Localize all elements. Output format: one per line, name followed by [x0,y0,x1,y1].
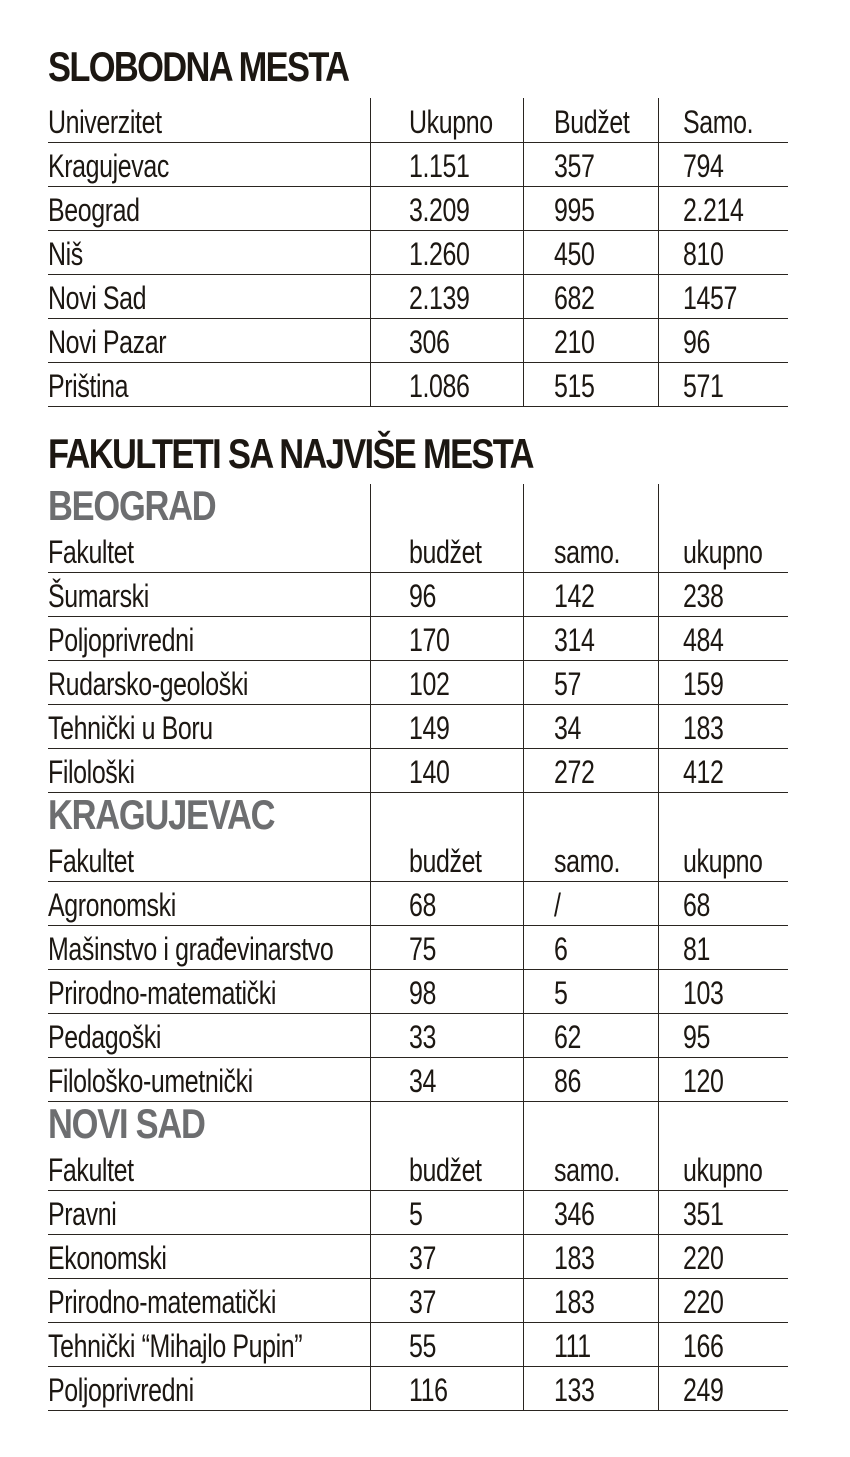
empty-cell [523,793,658,838]
cell-name: Kragujevac [48,143,370,187]
table-row [48,1014,788,1058]
region-heading: BEOGRAD [48,482,216,529]
cell-name: Novi Pazar [48,319,370,363]
cell-col3: 357 [523,143,658,187]
cell-name: Prirodno-matematički [48,970,370,1014]
cell-col4: 351 [658,1191,788,1235]
region-cell [48,1102,370,1147]
cell-col4: 68 [658,882,788,926]
cell-col2: 34 [370,1058,523,1102]
cell-col2: 1.260 [370,231,523,275]
fakulteti-table [48,484,788,1411]
cell-col2: 1.086 [370,363,523,407]
cell-name: Poljoprivredni [48,1367,370,1411]
cell-col2: 149 [370,705,523,749]
header-row [48,98,788,143]
empty-cell [658,793,788,838]
cell-col4: 2.214 [658,187,788,231]
cell-col4: 95 [658,1014,788,1058]
cell-col4: 249 [658,1367,788,1411]
cell-name: Beograd [48,187,370,231]
empty-cell [658,1102,788,1147]
cell-col4: 166 [658,1323,788,1367]
cell-col4: 412 [658,749,788,793]
cell-name: Pedagoški [48,1014,370,1058]
cell-col3: 210 [523,319,658,363]
header-cell: budžet [370,528,523,573]
cell-col2: 102 [370,661,523,705]
cell-col3: 515 [523,363,658,407]
table-row [48,1058,788,1102]
cell-col3: 346 [523,1191,658,1235]
cell-name: Prirodno-matematički [48,1279,370,1323]
cell-col2: 306 [370,319,523,363]
header-cell: samo. [523,1146,658,1191]
cell-col4: 183 [658,705,788,749]
cell-col3: 142 [523,573,658,617]
header-cell: ukupno [658,837,788,882]
header-cell: budžet [370,837,523,882]
header-cell: Fakultet [48,528,370,573]
table-row [48,926,788,970]
header-cell: Univerzitet [48,98,370,143]
region-cell [48,484,370,528]
table-row [48,187,788,231]
cell-col2: 75 [370,926,523,970]
table-row [48,661,788,705]
cell-name: Tehnički u Boru [48,705,370,749]
header-cell: Fakultet [48,837,370,882]
cell-col3: / [523,882,658,926]
cell-col2: 96 [370,573,523,617]
cell-col2: 116 [370,1367,523,1411]
header-cell: samo. [523,528,658,573]
empty-cell [658,484,788,528]
header-cell: Budžet [523,98,658,143]
header-cell: Ukupno [370,98,523,143]
empty-cell [370,1102,523,1147]
cell-col4: 159 [658,661,788,705]
header-cell: ukupno [658,1146,788,1191]
table-row [48,705,788,749]
cell-name: Šumarski [48,573,370,617]
cell-col4: 103 [658,970,788,1014]
table-row [48,1191,788,1235]
section-title-slobodna-mesta: SLOBODNA MESTA [48,43,349,90]
cell-name: Tehnički “Mihajlo Pupin” [48,1323,370,1367]
empty-cell [370,484,523,528]
header-row [48,1146,788,1191]
header-cell: Samo. [658,98,788,143]
header-cell: Fakultet [48,1146,370,1191]
cell-col4: 484 [658,617,788,661]
cell-col2: 55 [370,1323,523,1367]
table-row [48,1323,788,1367]
cell-name: Niš [48,231,370,275]
cell-col3: 111 [523,1323,658,1367]
table-row [48,143,788,187]
cell-col4: 220 [658,1235,788,1279]
cell-name: Ekonomski [48,1235,370,1279]
empty-cell [523,484,658,528]
region-row [48,793,788,838]
header-cell: budžet [370,1146,523,1191]
cell-col3: 450 [523,231,658,275]
cell-col4: 96 [658,319,788,363]
table-row [48,319,788,363]
cell-name: Priština [48,363,370,407]
cell-name: Agronomski [48,882,370,926]
cell-col4: 220 [658,1279,788,1323]
cell-name: Filološko-umetnički [48,1058,370,1102]
cell-col3: 86 [523,1058,658,1102]
cell-col3: 995 [523,187,658,231]
cell-col2: 1.151 [370,143,523,187]
cell-col2: 37 [370,1235,523,1279]
cell-col3: 183 [523,1235,658,1279]
cell-col3: 314 [523,617,658,661]
table-row [48,1367,788,1411]
cell-col2: 140 [370,749,523,793]
cell-name: Poljoprivredni [48,617,370,661]
cell-col4: 1457 [658,275,788,319]
table-row [48,573,788,617]
cell-col2: 68 [370,882,523,926]
table-row [48,882,788,926]
cell-col2: 5 [370,1191,523,1235]
slobodna-mesta-table [48,98,788,407]
cell-name: Pravni [48,1191,370,1235]
header-cell: samo. [523,837,658,882]
cell-col3: 133 [523,1367,658,1411]
cell-name: Rudarsko-geološki [48,661,370,705]
region-row [48,484,788,528]
table-row [48,363,788,407]
cell-col2: 98 [370,970,523,1014]
cell-col4: 238 [658,573,788,617]
cell-col2: 37 [370,1279,523,1323]
table-row [48,617,788,661]
cell-col2: 3.209 [370,187,523,231]
table-row [48,749,788,793]
cell-name: Novi Sad [48,275,370,319]
cell-col4: 571 [658,363,788,407]
cell-col3: 34 [523,705,658,749]
header-row [48,837,788,882]
region-cell [48,793,370,838]
cell-col3: 6 [523,926,658,970]
cell-col4: 120 [658,1058,788,1102]
cell-col3: 57 [523,661,658,705]
empty-cell [523,1102,658,1147]
cell-col3: 272 [523,749,658,793]
cell-col2: 170 [370,617,523,661]
cell-col3: 5 [523,970,658,1014]
cell-col2: 2.139 [370,275,523,319]
cell-col4: 81 [658,926,788,970]
cell-col3: 682 [523,275,658,319]
header-row [48,528,788,573]
table-row [48,275,788,319]
table-row [48,1235,788,1279]
cell-col2: 33 [370,1014,523,1058]
region-row [48,1102,788,1147]
region-heading: NOVI SAD [48,1100,205,1147]
section-title-fakulteti: FAKULTETI SA NAJVIŠE MESTA [48,430,533,477]
table-row [48,970,788,1014]
cell-name: Mašinstvo i građevinarstvo [48,926,370,970]
region-heading: KRAGUJEVAC [48,791,275,838]
empty-cell [370,793,523,838]
header-cell: ukupno [658,528,788,573]
cell-col3: 183 [523,1279,658,1323]
cell-col4: 810 [658,231,788,275]
cell-col4: 794 [658,143,788,187]
cell-name: Filološki [48,749,370,793]
table-row [48,231,788,275]
cell-col3: 62 [523,1014,658,1058]
table-row [48,1279,788,1323]
